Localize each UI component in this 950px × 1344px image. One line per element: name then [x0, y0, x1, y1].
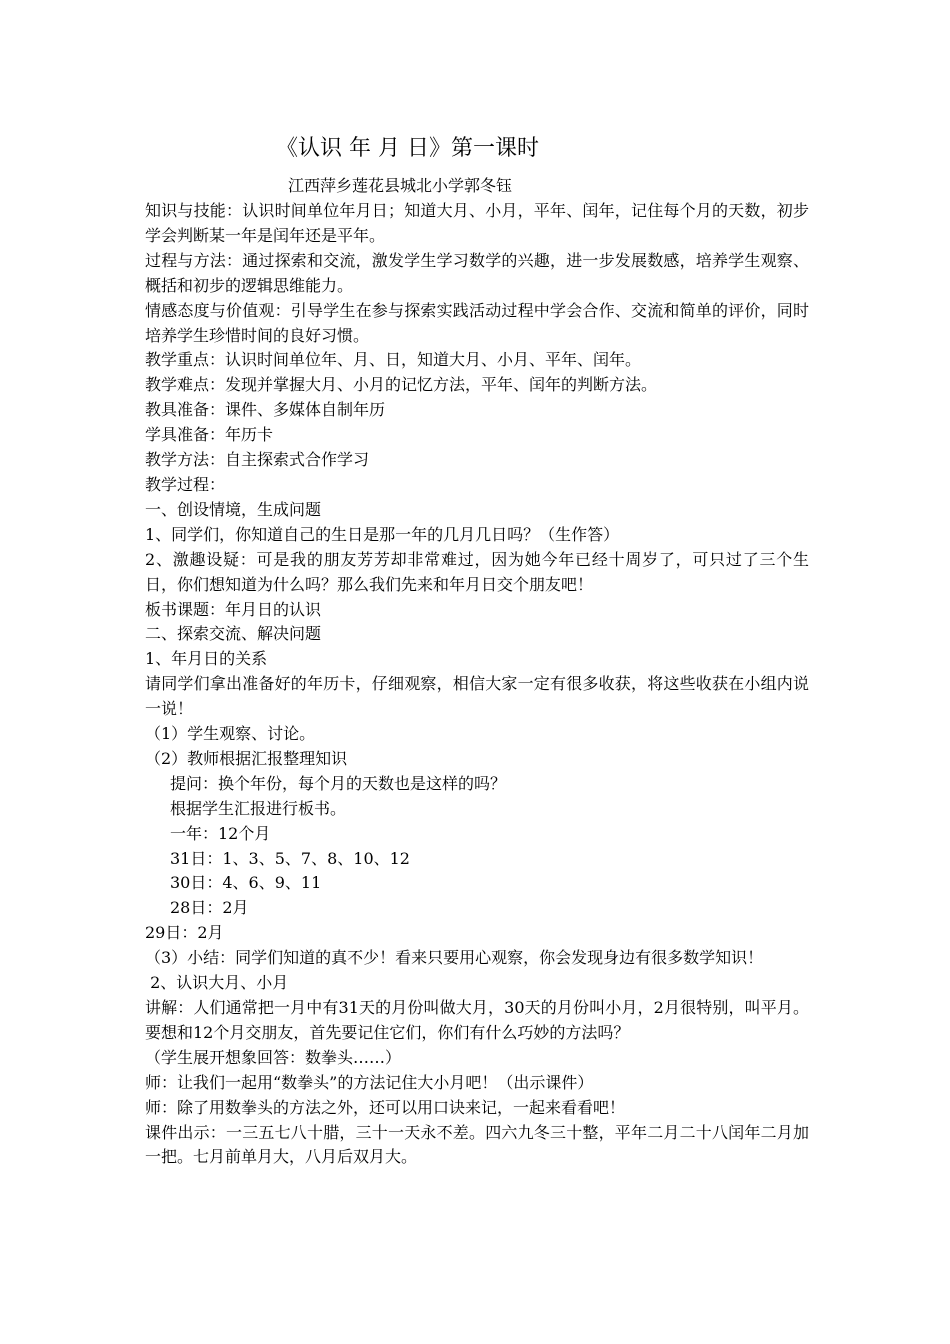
- paragraph-difficulty: 教学难点：发现并掌握大月、小月的记忆方法，平年、闰年的判断方法。: [145, 375, 658, 395]
- list-item: 2、激趣设疑：可是我的朋友芳芳却非常难过，因为她今年已经十周岁了，可只过了三个生日，你们想知道为什么吗？那么我们先来和年月日交个朋友吧！: [145, 549, 809, 594]
- paragraph-student-materials: 学具准备：年历卡: [145, 425, 274, 445]
- list-item: （1）学生观察、讨论。: [145, 724, 316, 744]
- paragraph-teaching-method: 教学方法：自主探索式合作学习: [145, 450, 370, 470]
- section-heading-2: 二、探索交流、解决问题: [145, 624, 322, 644]
- indented-line: 提问：换个年份，每个月的天数也是这样的吗？: [170, 773, 507, 793]
- indented-line: 30日：4、6、9、11: [170, 873, 322, 893]
- section-heading-1: 一、创设情境，生成问题: [145, 499, 322, 519]
- document-title: 《认识 年 月 日》第一课时: [276, 136, 539, 161]
- indented-line: 一年：12个月: [170, 823, 271, 843]
- list-item: 师：让我们一起用“数拳头”的方法记住大小月吧！（出示课件）: [145, 1072, 594, 1092]
- list-item: （学生展开想象回答：数拳头……）: [145, 1047, 402, 1067]
- subsection-heading: 2、认识大月、小月: [145, 973, 289, 993]
- paragraph-teaching-process: 教学过程：: [145, 474, 226, 494]
- indented-line: 31日：1、3、5、7、8、10、12: [170, 848, 410, 868]
- list-item: （2）教师根据汇报整理知识: [145, 748, 348, 768]
- paragraph-knowledge-skills: 知识与技能：认识时间单位年月日；知道大月、小月，平年、闰年，记住每个月的天数，初步学会判断某一年是闰年还是平年。: [145, 201, 809, 245]
- list-item: 29日：2月: [145, 923, 224, 943]
- paragraph-teacher-materials: 教具准备：课件、多媒体自制年历: [145, 400, 386, 420]
- paragraph-board-title: 板书课题：年月日的认识: [145, 599, 322, 619]
- subsection-heading: 1、年月日的关系: [145, 649, 268, 669]
- paragraph-summary: （3）小结：同学们知道的真不少！看来只要用心观察，你会发现身边有很多数学知识！: [145, 948, 764, 968]
- paragraph-key-point: 教学重点：认识时间单位年、月、日，知道大月、小月、平年、闰年。: [145, 350, 642, 370]
- list-item: 师：除了用数拳头的方法之外，还可以用口诀来记，一起来看看吧！: [145, 1097, 626, 1117]
- paragraph-process-method: 过程与方法：通过探索和交流，激发学生学习数学的兴趣，进一步发展数感，培养学生观察、概括和初步的逻辑思维能力。: [145, 250, 809, 295]
- paragraph-instruction: 请同学们拿出准备好的年历卡，仔细观察，相信大家一定有很多收获，将这些收获在小组内说一说！: [145, 674, 809, 719]
- indented-line: 根据学生汇报进行板书。: [170, 798, 347, 818]
- paragraph-explanation: 讲解：人们通常把一月中有31天的月份叫做大月，30天的月份叫小月，2月很特别，叫平月。要想和12个月交朋友，首先要记住它们，你们有什么巧妙的方法吗？: [145, 998, 809, 1042]
- paragraph-courseware: 课件出示：一三五七八十腊，三十一天永不差。四六九冬三十整，平年二月二十八闰年二月加一把。七月前单月大，八月后双月大。: [145, 1122, 809, 1167]
- list-item: 1、同学们，你知道自己的生日是那一年的几月几日吗？（生作答）: [145, 524, 620, 544]
- document-body: [145, 199, 809, 1170]
- author-line: 江西萍乡莲花县城北小学郭冬钰: [288, 176, 513, 195]
- paragraph-emotion-values: 情感态度与价值观：引导学生在参与探索实践活动过程中学会合作、交流和简单的评价，同时培养学生珍惜时间的良好习惯。: [145, 300, 809, 345]
- indented-line: 28日：2月: [170, 898, 249, 918]
